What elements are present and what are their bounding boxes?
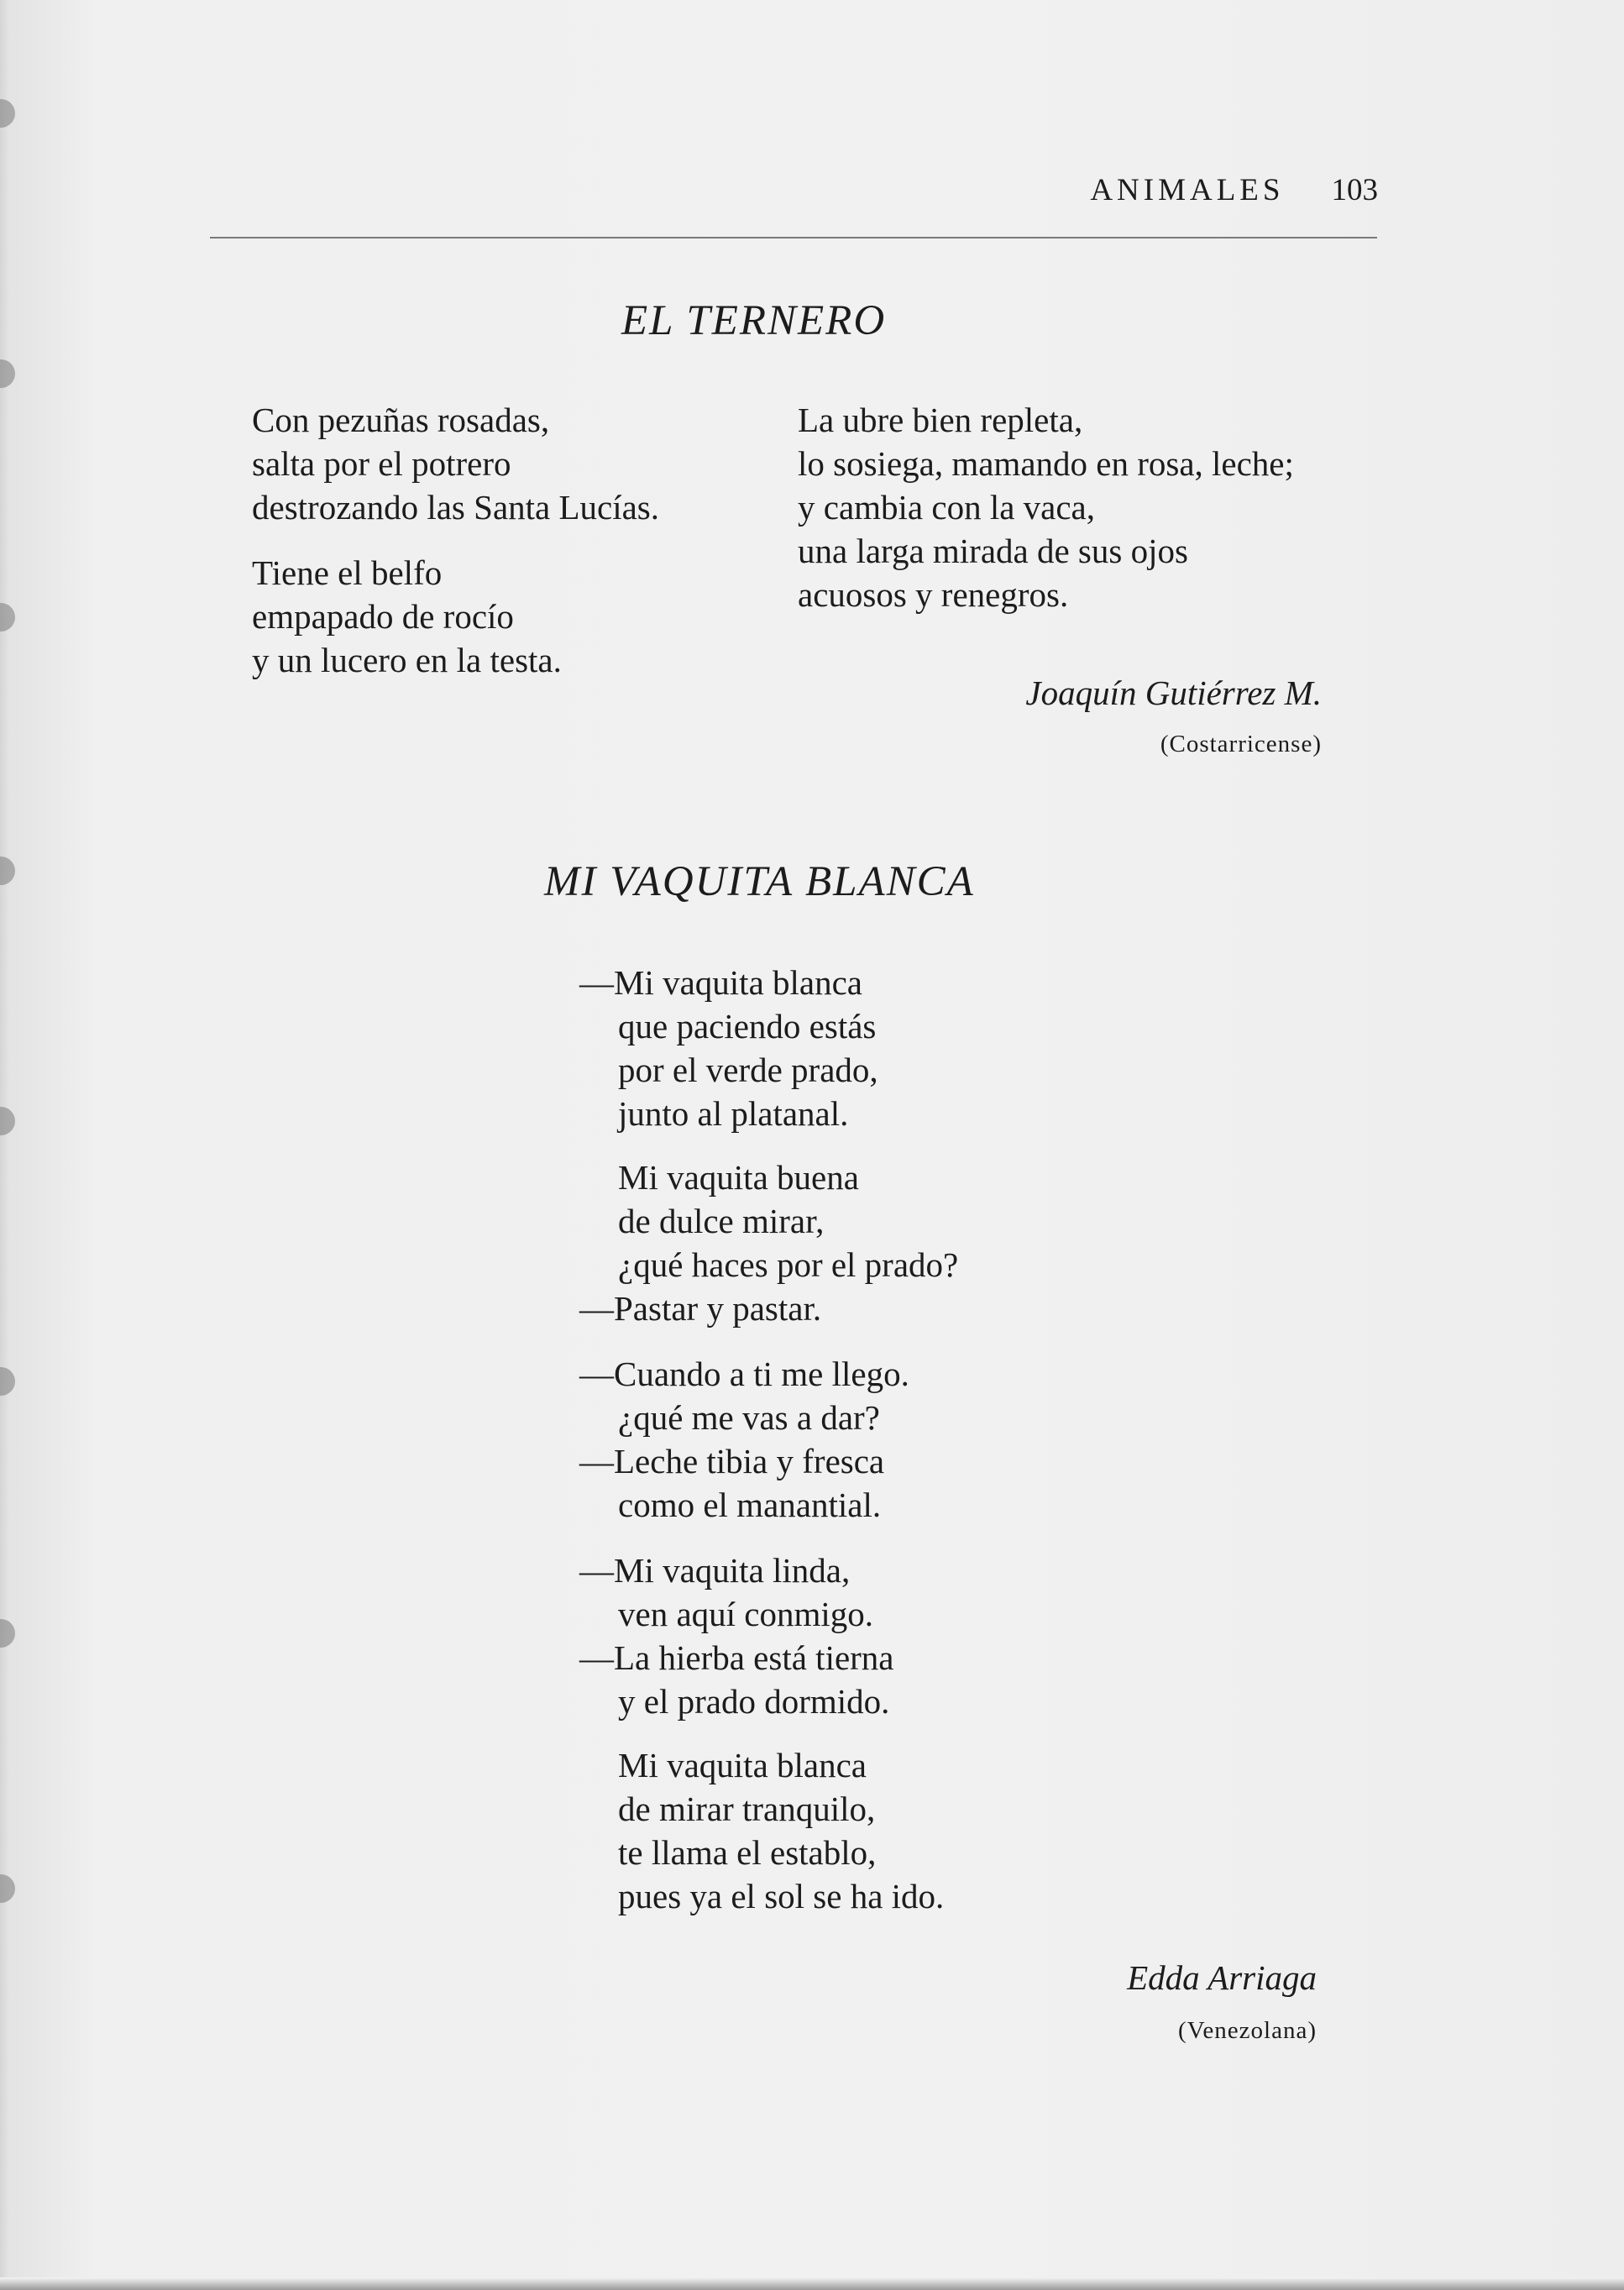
poem-title-mi-vaquita-blanca: MI VAQUITA BLANCA: [544, 858, 975, 905]
vaquita-stanza-3: [579, 1352, 909, 1527]
header-section-title: ANIMALES: [1090, 173, 1285, 207]
binding-hole-mark: [0, 1107, 15, 1135]
vaquita-stanza-4: [579, 1549, 894, 1723]
verse-line: pues ya el sol se ha ido.: [618, 1877, 945, 1915]
verse-line: —Mi vaquita linda,: [579, 1551, 851, 1590]
binding-hole-mark: [0, 1367, 15, 1396]
verse-line: Mi vaquita buena: [618, 1158, 859, 1197]
verse-line: ¿qué me vas a dar?: [618, 1398, 880, 1437]
running-header: [1090, 172, 1378, 209]
author-nationality-costarricense: (Costarricense): [1160, 731, 1322, 757]
poem-title-el-ternero: EL TERNERO: [621, 297, 887, 344]
page-bottom-edge-shadow: [0, 2277, 1624, 2290]
vaquita-stanza-1: [579, 961, 878, 1135]
verse-line: Con pezuñas rosadas,: [252, 401, 550, 439]
binding-hole-mark: [0, 359, 15, 388]
verse-line: destrozando las Santa Lucías.: [252, 488, 660, 527]
ternero-right-stanza: [798, 398, 1294, 616]
header-rule: [210, 237, 1377, 238]
binding-hole-mark: [0, 1619, 15, 1648]
verse-line: —La hierba está tierna: [579, 1638, 894, 1677]
author-nationality-venezolana: (Venezolana): [1178, 2017, 1317, 2044]
verse-line: por el verde prado,: [618, 1051, 878, 1089]
verse-line: te llama el establo,: [618, 1833, 877, 1872]
page-left-edge-shadow: [0, 0, 8, 2290]
ternero-left-stanza-1: [252, 398, 659, 529]
verse-line: y el prado dormido.: [618, 1682, 890, 1721]
verse-line: —Leche tibia y fresca: [579, 1442, 885, 1480]
vaquita-stanza-2: [579, 1155, 958, 1330]
verse-line: y un lucero en la testa.: [252, 641, 562, 679]
vaquita-stanza-5: [579, 1743, 944, 1918]
verse-line: como el manantial.: [618, 1486, 882, 1524]
verse-line: lo sosiega, mamando en rosa, leche;: [798, 444, 1294, 483]
verse-line: ven aquí conmigo.: [618, 1595, 874, 1633]
binding-hole-mark: [0, 99, 15, 128]
author-joaquin-gutierrez: Joaquín Gutiérrez M.: [1025, 673, 1322, 712]
page-number: 103: [1331, 173, 1378, 207]
verse-line: una larga mirada de sus ojos: [798, 532, 1188, 570]
verse-line: Tiene el belfo: [252, 553, 443, 592]
verse-line: —Pastar y pastar.: [579, 1289, 822, 1328]
verse-line: —Mi vaquita blanca: [579, 963, 863, 1002]
verse-line: Mi vaquita blanca: [618, 1746, 867, 1784]
verse-line: de dulce mirar,: [618, 1202, 825, 1240]
verse-line: ¿qué haces por el prado?: [618, 1245, 959, 1284]
verse-line: salta por el potrero: [252, 444, 511, 483]
verse-line: empapado de rocío: [252, 597, 514, 636]
author-edda-arriaga: Edda Arriaga: [1127, 1958, 1317, 1997]
verse-line: y cambia con la vaca,: [798, 488, 1096, 527]
verse-line: La ubre bien repleta,: [798, 401, 1083, 439]
binding-hole-mark: [0, 603, 15, 631]
binding-hole-mark: [0, 1874, 15, 1903]
binding-hole-mark: [0, 857, 15, 885]
verse-line: de mirar tranquilo,: [618, 1790, 876, 1828]
verse-line: que paciendo estás: [618, 1007, 877, 1045]
verse-line: —Cuando a ti me llego.: [579, 1355, 909, 1393]
verse-line: junto al platanal.: [618, 1094, 849, 1133]
verse-line: acuosos y renegros.: [798, 575, 1069, 614]
ternero-left-stanza-2: [252, 551, 562, 682]
